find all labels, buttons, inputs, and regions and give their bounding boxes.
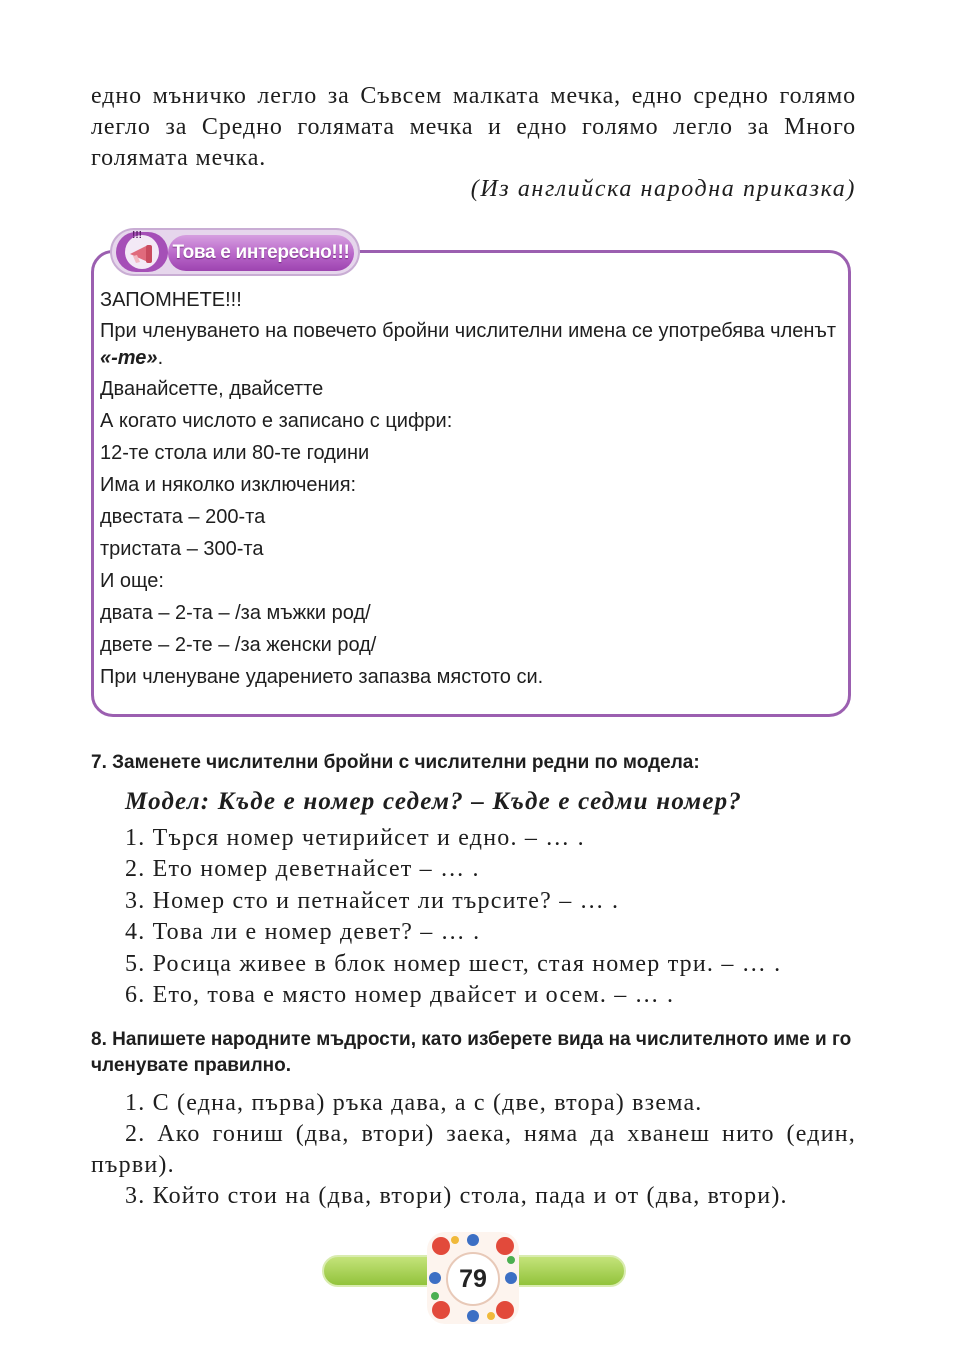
note-line: 12-те стола или 80-те години <box>100 442 370 464</box>
banner-title: Това е интересно!!! <box>168 235 354 271</box>
task7-item: 1. Търся номер четирийсет и едно. – … . <box>125 825 585 851</box>
note-line: Дванайсетте, двайсетте <box>100 378 324 400</box>
note-line: И още: <box>100 570 164 592</box>
banner-icon-text: !!! <box>132 230 142 241</box>
note-line: тристата – 300-та <box>100 538 264 560</box>
task7-title: 7. Заменете числителни бройни с числителни редни по модела: <box>91 752 700 773</box>
task7-item: 4. Това ли е номер девет? – … . <box>125 919 481 945</box>
note-line: двестата – 200-та <box>100 506 266 528</box>
task7-item: 5. Росица живее в блок номер шест, стая номер три. – … . <box>125 951 782 977</box>
task7-item: 3. Номер сто и петнайсет ли търсите? – … . <box>125 888 620 914</box>
note-rule-article: «-те» <box>100 347 158 369</box>
note-rule-text: При членуването на повечето бройни числителни имена се употребява членът <box>100 320 837 342</box>
note-line: двете – 2-те – /за женски род/ <box>100 634 377 656</box>
task8-item: 2. Ако гониш (два, втори) заека, няма да хванеш нито (един, първи). <box>91 1121 856 1178</box>
task8-list <box>91 1088 856 1212</box>
task7-item: 2. Ето номер деветнайсет – … . <box>125 856 480 882</box>
note-heading: ЗАПОМНЕТЕ!!! <box>100 289 242 311</box>
intro-paragraph: едно мъничко легло за Съвсем малката мечка, едно средно голямо легло за Средно голямата мечка и едно голямо легло за Много голямата мечка. <box>91 83 856 171</box>
task7-item: 6. Ето, това е място номер двайсет и осем. – … . <box>125 982 675 1008</box>
note-line: Има и няколко изключения: <box>100 474 357 496</box>
task7-model: Модел: Къде е номер седем? – Къде е седми номер? <box>125 788 743 815</box>
task8-item: 3. Който стои на (два, втори) стола, пада и от (два, втори). <box>125 1183 788 1209</box>
task8-title: 8. Напишете народните мъдрости, като изберете вида на числителното име и го членувате правилно. <box>91 1029 852 1076</box>
note-line: двата – 2-та – /за мъжки род/ <box>100 602 371 624</box>
page-number: 79 <box>446 1252 500 1306</box>
note-rule-end: . <box>157 347 164 369</box>
megaphone-icon <box>116 232 168 272</box>
task8-item: 1. С (една, първа) ръка дава, а с (две, втора) взема. <box>125 1090 703 1116</box>
story-source: (Из английска народна приказка) <box>470 176 856 202</box>
note-line: А когато числото е записано с цифри: <box>100 410 453 432</box>
note-line: При членуване ударението запазва мястото си. <box>100 666 544 688</box>
note-rule <box>100 318 845 372</box>
